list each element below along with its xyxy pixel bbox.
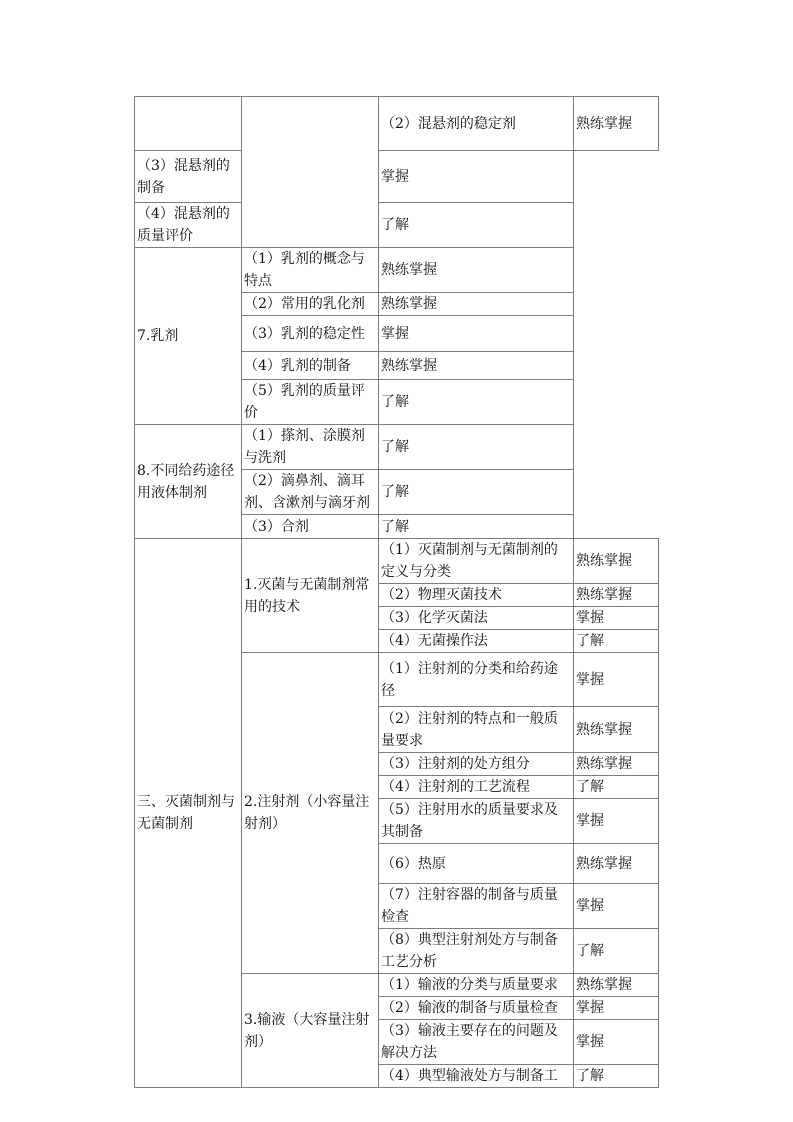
- requirement-level-cell: 熟练掌握: [574, 753, 659, 776]
- table-row: [135, 203, 659, 248]
- item-cell: （4）注射剂的工艺流程: [379, 776, 574, 799]
- topic-cell: 1.灭菌与无菌制剂常用的技术: [242, 539, 379, 653]
- item-cell: （4）混悬剂的质量评价: [135, 203, 242, 248]
- requirement-level-cell: 掌握: [574, 607, 659, 630]
- item-cell: （6）热原: [379, 844, 574, 884]
- item-cell: （2）滴鼻剂、滴耳剂、含漱剂与滴牙剂: [242, 470, 379, 515]
- table-row: [135, 248, 659, 293]
- syllabus-table: [134, 96, 659, 1088]
- requirement-level-cell: 了解: [574, 776, 659, 799]
- requirement-level-cell: 了解: [574, 630, 659, 653]
- item-cell: （2）常用的乳化剂: [242, 293, 379, 316]
- item-cell: （1）乳剂的概念与特点: [242, 248, 379, 293]
- requirement-level-cell: 掌握: [574, 653, 659, 707]
- item-cell: （8）典型注射剂处方与制备工艺分析: [379, 929, 574, 974]
- table-row: [135, 539, 659, 584]
- unit-cell: [135, 97, 242, 151]
- item-cell: （1）灭菌制剂与无菌制剂的定义与分类: [379, 539, 574, 584]
- requirement-level-cell: 熟练掌握: [574, 844, 659, 884]
- requirement-level-cell: 熟练掌握: [379, 352, 574, 380]
- topic-cell: 3.输液（大容量注射剂）: [242, 974, 379, 1088]
- item-cell: （2）输液的制备与质量检查: [379, 997, 574, 1020]
- requirement-level-cell: 掌握: [574, 884, 659, 929]
- item-cell: （1）搽剂、涂膜剂与洗剂: [242, 425, 379, 470]
- topic-cell: [242, 97, 379, 248]
- requirement-level-cell: 熟练掌握: [574, 97, 659, 151]
- item-cell: （2）注射剂的特点和一般质量要求: [379, 707, 574, 753]
- topic-cell: 8.不同给药途径用液体制剂: [135, 425, 242, 539]
- requirement-level-cell: 掌握: [379, 316, 574, 352]
- item-cell: （3）混悬剂的制备: [135, 151, 242, 203]
- requirement-level-cell: 掌握: [574, 997, 659, 1020]
- syllabus-table-body: [135, 97, 659, 1088]
- requirement-level-cell: 熟练掌握: [574, 539, 659, 584]
- table-row: [135, 425, 659, 470]
- item-cell: （3）化学灭菌法: [379, 607, 574, 630]
- requirement-level-cell: 了解: [574, 929, 659, 974]
- table-row: [135, 151, 659, 203]
- item-cell: （2）混悬剂的稳定剂: [379, 97, 574, 151]
- item-cell: （7）注射容器的制备与质量检查: [379, 884, 574, 929]
- requirement-level-cell: 熟练掌握: [574, 707, 659, 753]
- item-cell: （1）注射剂的分类和给药途径: [379, 653, 574, 707]
- item-cell: （4）典型输液处方与制备工: [379, 1065, 574, 1088]
- item-cell: （3）乳剂的稳定性: [242, 316, 379, 352]
- requirement-level-cell: 了解: [379, 203, 574, 248]
- requirement-level-cell: 熟练掌握: [574, 974, 659, 997]
- item-cell: （5）乳剂的质量评价: [242, 380, 379, 425]
- requirement-level-cell: 熟练掌握: [574, 584, 659, 607]
- item-cell: （4）乳剂的制备: [242, 352, 379, 380]
- item-cell: （1）输液的分类与质量要求: [379, 974, 574, 997]
- requirement-level-cell: 熟练掌握: [379, 248, 574, 293]
- requirement-level-cell: 了解: [574, 1065, 659, 1088]
- item-cell: （3）输液主要存在的问题及解决方法: [379, 1020, 574, 1065]
- requirement-level-cell: 了解: [379, 470, 574, 515]
- requirement-level-cell: 了解: [379, 380, 574, 425]
- requirement-level-cell: 掌握: [379, 151, 574, 203]
- item-cell: （3）合剂: [242, 515, 379, 539]
- item-cell: （4）无菌操作法: [379, 630, 574, 653]
- topic-cell: 2.注射剂（小容量注射剂）: [242, 653, 379, 974]
- requirement-level-cell: 掌握: [574, 1020, 659, 1065]
- topic-cell: 7.乳剂: [135, 248, 242, 425]
- item-cell: （3）注射剂的处方组分: [379, 753, 574, 776]
- requirement-level-cell: 掌握: [574, 799, 659, 844]
- item-cell: （2）物理灭菌技术: [379, 584, 574, 607]
- requirement-level-cell: 了解: [379, 425, 574, 470]
- requirement-level-cell: 了解: [379, 515, 574, 539]
- unit-cell: 三、灭菌制剂与无菌制剂: [135, 539, 242, 1088]
- table-row: [135, 97, 659, 151]
- item-cell: （5）注射用水的质量要求及其制备: [379, 799, 574, 844]
- requirement-level-cell: 熟练掌握: [379, 293, 574, 316]
